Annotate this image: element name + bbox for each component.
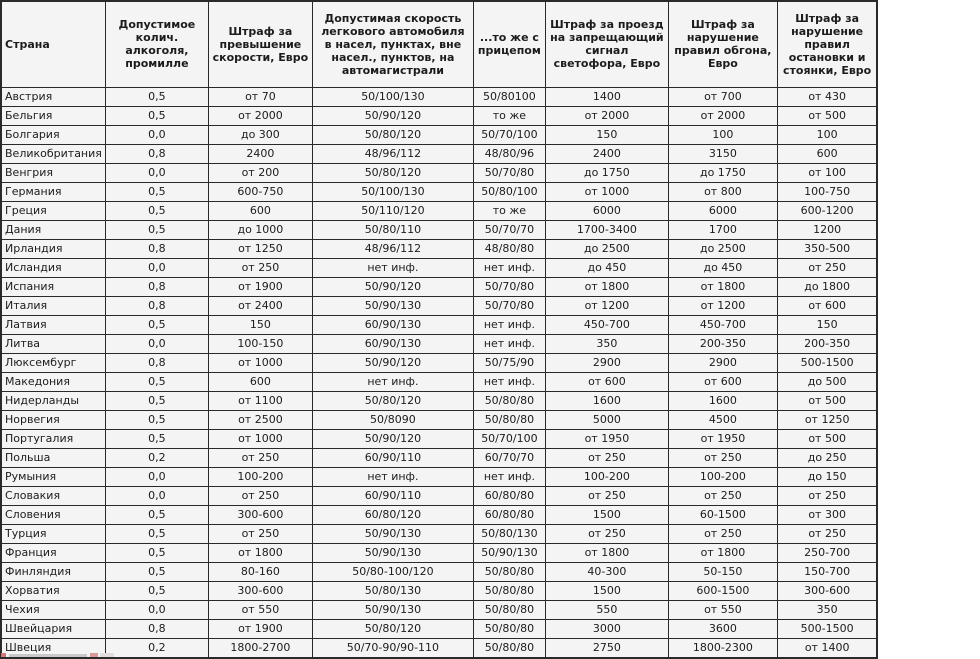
value-cell: 1800-2300 <box>668 638 777 658</box>
value-cell: 60/90/110 <box>312 448 473 467</box>
value-cell: 600 <box>208 201 312 220</box>
country-cell: Франция <box>1 543 105 562</box>
value-cell: 1200 <box>777 220 877 239</box>
value-cell: 450-700 <box>668 315 777 334</box>
value-cell: 50/70/100 <box>473 125 545 144</box>
value-cell: 0,0 <box>105 125 208 144</box>
value-cell: 40-300 <box>545 562 668 581</box>
value-cell: до 300 <box>208 125 312 144</box>
table-row <box>1 125 877 144</box>
country-cell: Финляндия <box>1 562 105 581</box>
value-cell: 0,5 <box>105 182 208 201</box>
value-cell: 0,5 <box>105 524 208 543</box>
value-cell: 0,5 <box>105 391 208 410</box>
value-cell: 0,0 <box>105 258 208 277</box>
value-cell: 48/96/112 <box>312 239 473 258</box>
value-cell: 50/80100 <box>473 87 545 106</box>
value-cell: 100-750 <box>777 182 877 201</box>
value-cell: 50/70-90/90-110 <box>312 638 473 658</box>
value-cell: от 1950 <box>668 429 777 448</box>
value-cell: 350-500 <box>777 239 877 258</box>
value-cell: 600-750 <box>208 182 312 201</box>
value-cell: 50/70/80 <box>473 296 545 315</box>
value-cell: 0,5 <box>105 505 208 524</box>
value-cell: от 600 <box>668 372 777 391</box>
value-cell: 0,5 <box>105 543 208 562</box>
value-cell: от 1000 <box>208 353 312 372</box>
value-cell: нет инф. <box>473 258 545 277</box>
value-cell: то же <box>473 201 545 220</box>
value-cell: 50/90/130 <box>312 543 473 562</box>
value-cell: от 250 <box>545 448 668 467</box>
table-row <box>1 543 877 562</box>
table-row <box>1 106 877 125</box>
value-cell: нет инф. <box>312 258 473 277</box>
country-cell: Италия <box>1 296 105 315</box>
table-row <box>1 581 877 600</box>
fragment-mark <box>1 653 6 657</box>
value-cell: 50/80/80 <box>473 581 545 600</box>
table-header <box>1 1 877 87</box>
value-cell: от 1800 <box>545 543 668 562</box>
value-cell: от 1100 <box>208 391 312 410</box>
value-cell: 0,0 <box>105 334 208 353</box>
value-cell: от 1800 <box>545 277 668 296</box>
value-cell: 3600 <box>668 619 777 638</box>
column-header-speeding_fine: Штраф за превышение скорости, Евро <box>208 1 312 87</box>
value-cell: 50/80/110 <box>312 220 473 239</box>
value-cell: 2400 <box>545 144 668 163</box>
country-cell: Болгария <box>1 125 105 144</box>
value-cell: 200-350 <box>668 334 777 353</box>
table-row <box>1 201 877 220</box>
value-cell: от 250 <box>777 258 877 277</box>
value-cell: 0,5 <box>105 315 208 334</box>
value-cell: 150 <box>777 315 877 334</box>
value-cell: 3000 <box>545 619 668 638</box>
country-cell: Чехия <box>1 600 105 619</box>
table-row <box>1 239 877 258</box>
table-row <box>1 372 877 391</box>
value-cell: 0,0 <box>105 163 208 182</box>
value-cell: от 2000 <box>545 106 668 125</box>
value-cell: 50/80/120 <box>312 619 473 638</box>
value-cell: до 450 <box>668 258 777 277</box>
value-cell: от 1000 <box>208 429 312 448</box>
value-cell: 50/70/80 <box>473 277 545 296</box>
country-cell: Македония <box>1 372 105 391</box>
value-cell: от 500 <box>777 429 877 448</box>
value-cell: 500-1500 <box>777 619 877 638</box>
value-cell: 50/90/130 <box>312 600 473 619</box>
value-cell: 3150 <box>668 144 777 163</box>
value-cell: 300-600 <box>777 581 877 600</box>
table-row <box>1 391 877 410</box>
value-cell: 600-1200 <box>777 201 877 220</box>
country-cell: Латвия <box>1 315 105 334</box>
value-cell: 80-160 <box>208 562 312 581</box>
value-cell: от 600 <box>545 372 668 391</box>
value-cell: нет инф. <box>312 372 473 391</box>
value-cell: от 250 <box>545 524 668 543</box>
country-cell: Словакия <box>1 486 105 505</box>
value-cell: от 1200 <box>668 296 777 315</box>
value-cell: 50/80/80 <box>473 600 545 619</box>
value-cell: 50/80/80 <box>473 562 545 581</box>
value-cell: до 2500 <box>668 239 777 258</box>
value-cell: 0,5 <box>105 201 208 220</box>
value-cell: от 250 <box>668 524 777 543</box>
value-cell: от 250 <box>545 486 668 505</box>
value-cell: 50/90/120 <box>312 277 473 296</box>
table-row <box>1 353 877 372</box>
value-cell: до 1750 <box>668 163 777 182</box>
cutoff-text-fragment <box>1 653 119 658</box>
table-row <box>1 296 877 315</box>
value-cell: до 500 <box>777 372 877 391</box>
table-row <box>1 315 877 334</box>
value-cell: от 600 <box>777 296 877 315</box>
value-cell: 1700 <box>668 220 777 239</box>
country-cell: Бельгия <box>1 106 105 125</box>
value-cell: 0,5 <box>105 429 208 448</box>
value-cell: от 1900 <box>208 619 312 638</box>
value-cell: от 250 <box>208 524 312 543</box>
table-row <box>1 505 877 524</box>
value-cell: 60-1500 <box>668 505 777 524</box>
value-cell: 60/80/80 <box>473 505 545 524</box>
column-header-speed_limits: Допустимая скорость легкового автомобиля в насел, пунктах, вне насел., пунктов, на автомагистрали <box>312 1 473 87</box>
column-header-parking_fine: Штраф за нарушение правил остановки и стоянки, Евро <box>777 1 877 87</box>
country-cell: Люксембург <box>1 353 105 372</box>
value-cell: 500-1500 <box>777 353 877 372</box>
value-cell: 4500 <box>668 410 777 429</box>
value-cell: 50/100/130 <box>312 182 473 201</box>
value-cell: 50/90/120 <box>312 429 473 448</box>
value-cell: 50/80/80 <box>473 619 545 638</box>
value-cell: 50/70/100 <box>473 429 545 448</box>
value-cell: 50/70/70 <box>473 220 545 239</box>
country-cell: Хорватия <box>1 581 105 600</box>
value-cell: 50/80/120 <box>312 163 473 182</box>
value-cell: 0,5 <box>105 562 208 581</box>
value-cell: 60/80/120 <box>312 505 473 524</box>
value-cell: 50/80/120 <box>312 125 473 144</box>
value-cell: 0,8 <box>105 296 208 315</box>
value-cell: до 1750 <box>545 163 668 182</box>
table-row <box>1 182 877 201</box>
country-cell: Испания <box>1 277 105 296</box>
value-cell: 250-700 <box>777 543 877 562</box>
table-row <box>1 562 877 581</box>
column-header-trailer_limits: ...то же с прицепом <box>473 1 545 87</box>
country-cell: Германия <box>1 182 105 201</box>
value-cell: 100 <box>777 125 877 144</box>
value-cell: 50/90/130 <box>312 524 473 543</box>
value-cell: от 250 <box>208 258 312 277</box>
value-cell: 150-700 <box>777 562 877 581</box>
value-cell: 100-150 <box>208 334 312 353</box>
country-cell: Словения <box>1 505 105 524</box>
table-row <box>1 448 877 467</box>
value-cell: от 500 <box>777 106 877 125</box>
value-cell: 50/90/130 <box>473 543 545 562</box>
value-cell: 2400 <box>208 144 312 163</box>
country-cell: Греция <box>1 201 105 220</box>
value-cell: 50/75/90 <box>473 353 545 372</box>
fragment-mark <box>100 653 114 657</box>
value-cell: до 1000 <box>208 220 312 239</box>
value-cell: 50/90/130 <box>312 296 473 315</box>
value-cell: от 500 <box>777 391 877 410</box>
value-cell: от 200 <box>208 163 312 182</box>
value-cell: 0,8 <box>105 353 208 372</box>
value-cell: 300-600 <box>208 505 312 524</box>
value-cell: 0,8 <box>105 144 208 163</box>
country-cell: Нидерланды <box>1 391 105 410</box>
value-cell: 48/96/112 <box>312 144 473 163</box>
value-cell: 2750 <box>545 638 668 658</box>
value-cell: 0,8 <box>105 619 208 638</box>
value-cell: до 450 <box>545 258 668 277</box>
value-cell: от 250 <box>668 486 777 505</box>
value-cell: нет инф. <box>473 372 545 391</box>
value-cell: 2900 <box>668 353 777 372</box>
value-cell: от 250 <box>668 448 777 467</box>
table-row <box>1 144 877 163</box>
country-cell: Исландия <box>1 258 105 277</box>
value-cell: от 70 <box>208 87 312 106</box>
country-cell: Великобритания <box>1 144 105 163</box>
value-cell: 350 <box>777 600 877 619</box>
value-cell: 60/80/80 <box>473 486 545 505</box>
table-row <box>1 524 877 543</box>
value-cell: 0,5 <box>105 87 208 106</box>
fragment-mark <box>90 653 98 657</box>
country-cell: Польша <box>1 448 105 467</box>
value-cell: 1400 <box>545 87 668 106</box>
value-cell: от 550 <box>208 600 312 619</box>
value-cell: 600 <box>208 372 312 391</box>
table-body <box>1 87 877 658</box>
value-cell: 50-150 <box>668 562 777 581</box>
value-cell: 50/80/120 <box>312 391 473 410</box>
country-cell: Норвегия <box>1 410 105 429</box>
value-cell: 100-200 <box>208 467 312 486</box>
country-cell: Турция <box>1 524 105 543</box>
value-cell: 6000 <box>668 201 777 220</box>
country-cell: Дания <box>1 220 105 239</box>
value-cell: 200-350 <box>777 334 877 353</box>
value-cell: 0,5 <box>105 372 208 391</box>
value-cell: 600 <box>777 144 877 163</box>
value-cell: от 1950 <box>545 429 668 448</box>
value-cell: 50/90/120 <box>312 353 473 372</box>
value-cell: от 250 <box>208 486 312 505</box>
table-row <box>1 277 877 296</box>
country-cell: Австрия <box>1 87 105 106</box>
value-cell: 100-200 <box>545 467 668 486</box>
value-cell: 1700-3400 <box>545 220 668 239</box>
value-cell: 60/70/70 <box>473 448 545 467</box>
value-cell: 50/110/120 <box>312 201 473 220</box>
value-cell: 0,0 <box>105 467 208 486</box>
value-cell: от 1250 <box>777 410 877 429</box>
value-cell: 0,2 <box>105 448 208 467</box>
table-row <box>1 619 877 638</box>
table-row <box>1 410 877 429</box>
column-header-alcohol: Допустимое колич. алкоголя, промилле <box>105 1 208 87</box>
table-row <box>1 220 877 239</box>
country-cell: Португалия <box>1 429 105 448</box>
value-cell: 300-600 <box>208 581 312 600</box>
column-header-red_light_fine: Штраф за проезд на запрещающий сигнал светофора, Евро <box>545 1 668 87</box>
value-cell: 0,2 <box>105 638 208 658</box>
value-cell: 150 <box>545 125 668 144</box>
value-cell: 350 <box>545 334 668 353</box>
value-cell: от 1800 <box>668 277 777 296</box>
value-cell: 1800-2700 <box>208 638 312 658</box>
country-cell: Румыния <box>1 467 105 486</box>
value-cell: от 2500 <box>208 410 312 429</box>
table-row <box>1 600 877 619</box>
value-cell: от 250 <box>777 486 877 505</box>
value-cell: 50/80/80 <box>473 410 545 429</box>
country-cell: Литва <box>1 334 105 353</box>
value-cell: от 300 <box>777 505 877 524</box>
value-cell: от 430 <box>777 87 877 106</box>
value-cell: нет инф. <box>312 467 473 486</box>
value-cell: 450-700 <box>545 315 668 334</box>
value-cell: 1600 <box>545 391 668 410</box>
country-cell: Швейцария <box>1 619 105 638</box>
value-cell: 0,5 <box>105 410 208 429</box>
value-cell: 50/8090 <box>312 410 473 429</box>
value-cell: от 1800 <box>668 543 777 562</box>
value-cell: 60/90/110 <box>312 486 473 505</box>
header-row <box>1 1 877 87</box>
value-cell: 0,8 <box>105 277 208 296</box>
value-cell: от 1800 <box>208 543 312 562</box>
table-row <box>1 429 877 448</box>
value-cell: 48/80/80 <box>473 239 545 258</box>
value-cell: 150 <box>208 315 312 334</box>
value-cell: от 1400 <box>777 638 877 658</box>
value-cell: 50/80-100/120 <box>312 562 473 581</box>
fragment-mark <box>9 654 87 657</box>
value-cell: от 700 <box>668 87 777 106</box>
value-cell: нет инф. <box>473 315 545 334</box>
value-cell: то же <box>473 106 545 125</box>
value-cell: до 1800 <box>777 277 877 296</box>
value-cell: 6000 <box>545 201 668 220</box>
value-cell: от 2400 <box>208 296 312 315</box>
value-cell: 0,0 <box>105 486 208 505</box>
value-cell: 1600 <box>668 391 777 410</box>
value-cell: от 2000 <box>668 106 777 125</box>
value-cell: от 2000 <box>208 106 312 125</box>
value-cell: от 800 <box>668 182 777 201</box>
value-cell: 50/80/130 <box>473 524 545 543</box>
value-cell: 50/100/130 <box>312 87 473 106</box>
value-cell: 600-1500 <box>668 581 777 600</box>
country-cell: Венгрия <box>1 163 105 182</box>
table-row <box>1 258 877 277</box>
value-cell: 0,8 <box>105 239 208 258</box>
table-row <box>1 467 877 486</box>
value-cell: 50/80/80 <box>473 638 545 658</box>
value-cell: нет инф. <box>473 334 545 353</box>
value-cell: 50/80/80 <box>473 391 545 410</box>
table-row <box>1 638 877 658</box>
value-cell: 60/90/130 <box>312 334 473 353</box>
value-cell: от 550 <box>668 600 777 619</box>
table-row <box>1 486 877 505</box>
value-cell: от 1250 <box>208 239 312 258</box>
value-cell: 5000 <box>545 410 668 429</box>
column-header-country: Страна <box>1 1 105 87</box>
value-cell: 1500 <box>545 581 668 600</box>
value-cell: 50/80/130 <box>312 581 473 600</box>
value-cell: 0,0 <box>105 600 208 619</box>
column-header-overtaking_fine: Штраф за нарушение правил обгона, Евро <box>668 1 777 87</box>
value-cell: от 1200 <box>545 296 668 315</box>
value-cell: до 250 <box>777 448 877 467</box>
value-cell: 50/90/120 <box>312 106 473 125</box>
value-cell: до 2500 <box>545 239 668 258</box>
value-cell: 2900 <box>545 353 668 372</box>
value-cell: 0,5 <box>105 581 208 600</box>
value-cell: до 150 <box>777 467 877 486</box>
value-cell: 100 <box>668 125 777 144</box>
country-cell: Швеция <box>1 638 105 658</box>
table-row <box>1 163 877 182</box>
value-cell: 0,5 <box>105 106 208 125</box>
value-cell: от 250 <box>777 524 877 543</box>
value-cell: нет инф. <box>473 467 545 486</box>
country-cell: Ирландия <box>1 239 105 258</box>
value-cell: 100-200 <box>668 467 777 486</box>
value-cell: 1500 <box>545 505 668 524</box>
value-cell: 60/90/130 <box>312 315 473 334</box>
value-cell: 50/70/80 <box>473 163 545 182</box>
value-cell: 50/80/100 <box>473 182 545 201</box>
value-cell: 48/80/96 <box>473 144 545 163</box>
value-cell: от 1000 <box>545 182 668 201</box>
value-cell: от 250 <box>208 448 312 467</box>
value-cell: 0,5 <box>105 220 208 239</box>
value-cell: от 100 <box>777 163 877 182</box>
table-row <box>1 334 877 353</box>
table-row <box>1 87 877 106</box>
value-cell: от 1900 <box>208 277 312 296</box>
value-cell: 550 <box>545 600 668 619</box>
